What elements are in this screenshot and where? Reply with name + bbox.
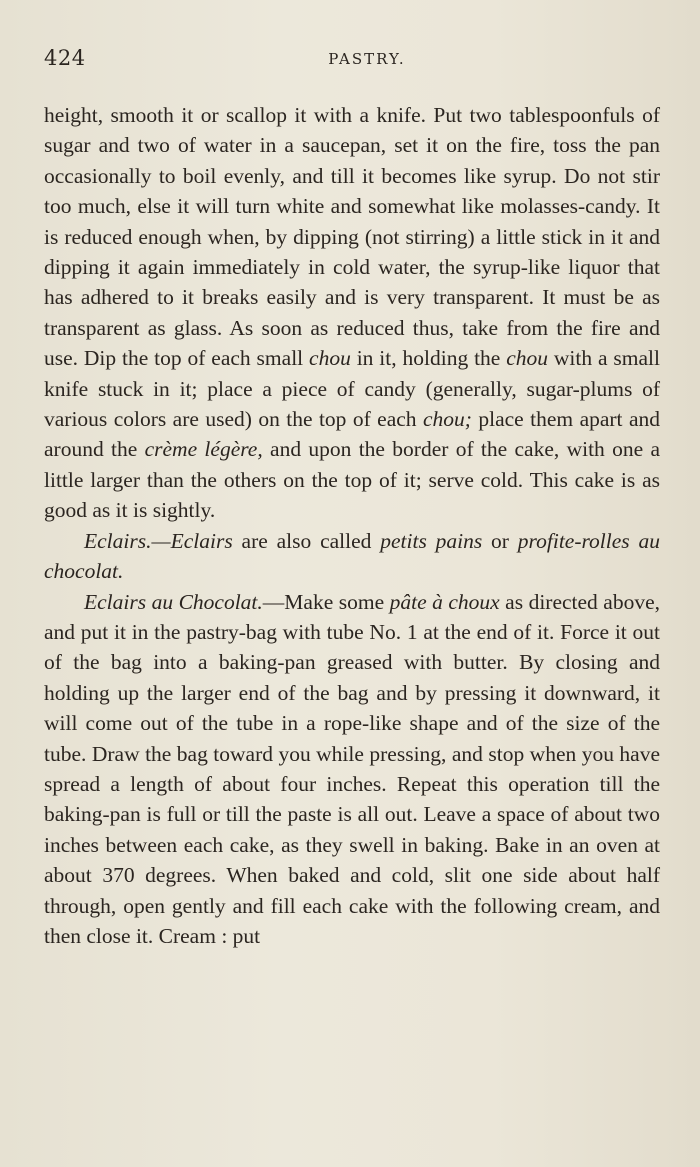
body-text: [44, 100, 660, 951]
italic-term: chou: [309, 346, 351, 371]
text-span: in it, holding the: [350, 346, 507, 371]
text-span: —Make some: [262, 589, 390, 614]
italic-heading: Eclairs.—Eclairs: [84, 528, 233, 553]
text-span: or: [482, 528, 518, 553]
italic-term: profite-rolles au chocolat.: [44, 528, 660, 584]
italic-term: petits pains: [380, 528, 483, 553]
paragraph-eclairs-definition: [44, 526, 660, 587]
italic-term: chou;: [423, 407, 472, 432]
italic-heading: Eclairs au Chocolat.: [84, 589, 263, 614]
page-header: [44, 44, 660, 82]
italic-term: chou: [506, 346, 549, 371]
paragraph-eclairs-au-chocolat: [44, 587, 660, 952]
page-number: 424: [44, 46, 86, 70]
text-span: height, smooth it or scallop it with a knife. Put two tablespoonfuls of sugar and two of water in a saucepan, set it on the fire, toss the pan occasionally to boil evenly, and till it becomes like syrup. Do not stir too much, else it will turn white and somewhat like molasses-candy. It is reduced enough when, by dipping (not stirring) a little stick in it and dipping it again immediately in cold water, the syrup-like liquor that has adhered to it breaks easily and is very transparent. It must be as transparent as glass. As soon as reduced thus, take from the fire and use. Dip the top of each small: [44, 103, 660, 371]
text-span: as directed above, and put it in the pastry-bag with tube No. 1 at the end of it. Force it out of the bag into a baking-pan greased with butter. By closing and holding up the larger end of the bag and by pressing it downward, it will come out of the tube in a rope-like shape and of the size of the tube. Draw the bag toward you while pressing, and stop when you have spread a length of about four inches. Repeat this operation till the baking-pan is full or till the paste is all out. Leave a space of about two inches between each cake, as they swell in baking. Bake in an oven at about 370 degrees. When baked and cold, slit one side about half through, open gently and fill each cake with the following cream, and then close it. Cream : put: [44, 589, 661, 948]
text-span: with a small knife stuck in it; place a piece of candy (generally, sugar-plums of various colors are used) on the top of each: [44, 346, 660, 432]
text-span: and upon the border of the cake, with one a little larger than the others on the top of it; serve cold. This cake is as good as it is sightly.: [44, 437, 660, 523]
text-span: place them apart and around the: [44, 407, 660, 462]
italic-term: crème légère,: [144, 437, 263, 462]
paragraph-syrup-instructions: [44, 100, 660, 526]
running-head: PASTRY.: [328, 50, 406, 68]
italic-term: pâte à choux: [389, 589, 500, 614]
text-span: are also called: [232, 528, 381, 553]
